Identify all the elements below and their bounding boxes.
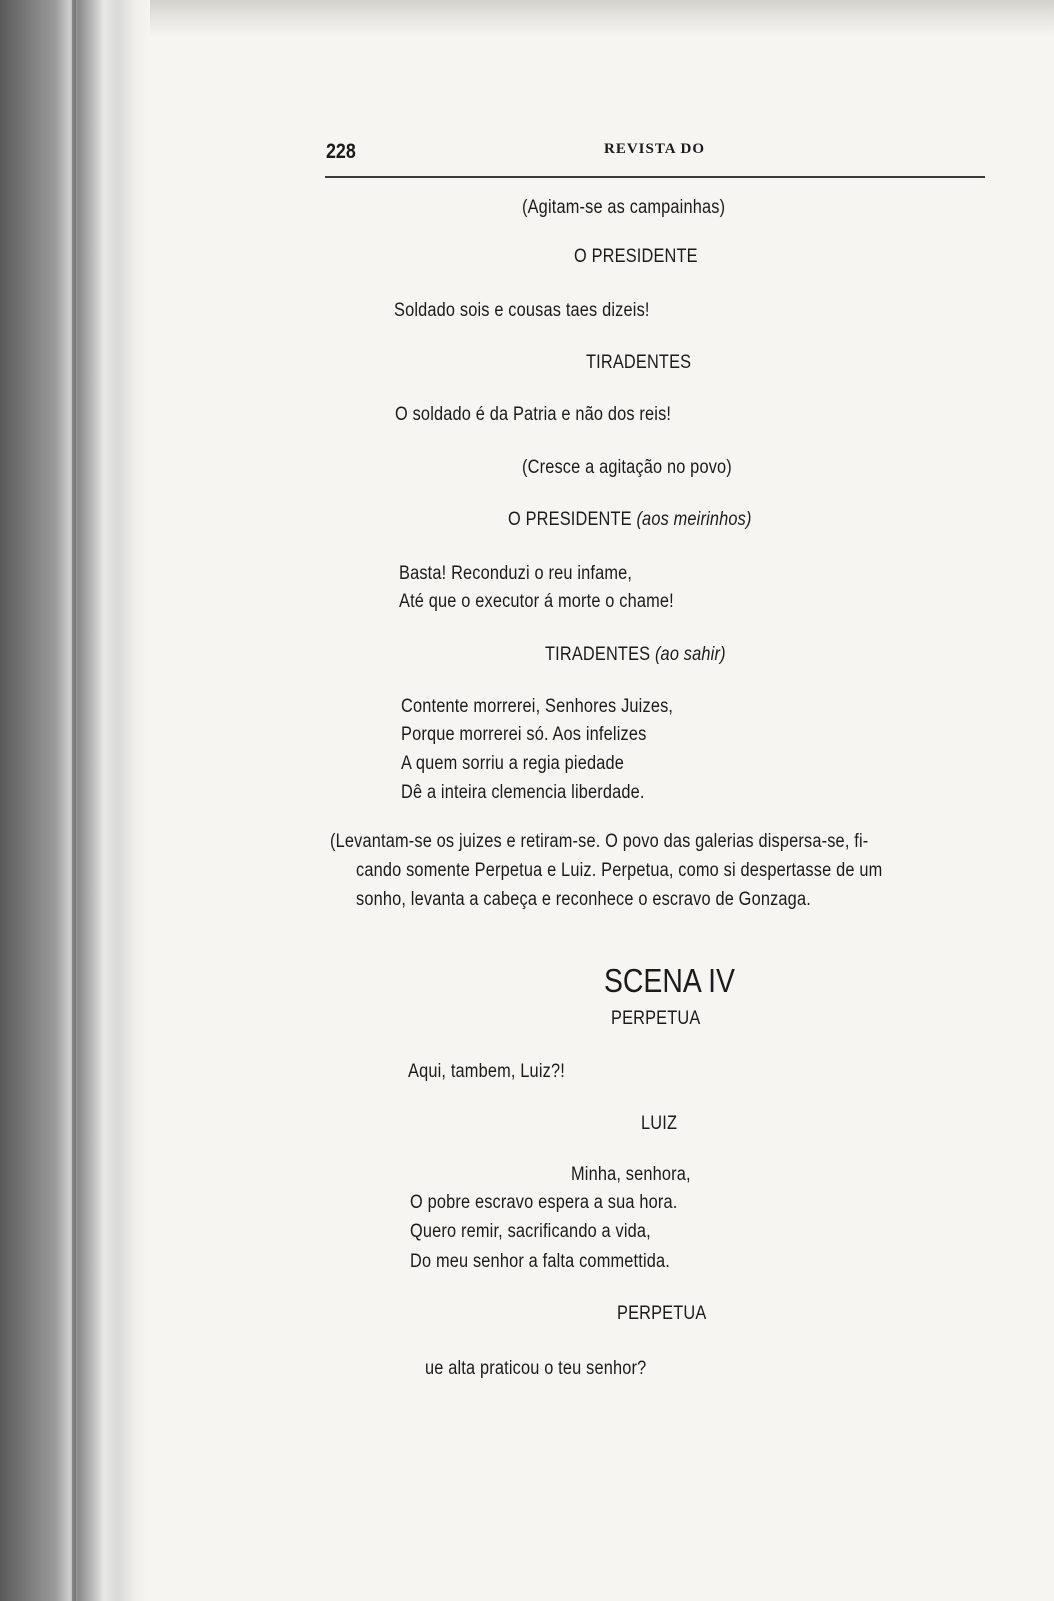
verse-line: Do meu senhor a falta commettida. xyxy=(410,1251,670,1272)
speaker-line xyxy=(508,509,752,531)
verse-line: O pobre escravo espera a sua hora. xyxy=(410,1192,678,1213)
stage-direction: (Cresce a agitação no povo) xyxy=(522,457,732,478)
verse-line: Porque morrerei só. Aos infelizes xyxy=(401,724,647,745)
speaker-name: TIRADENTES xyxy=(545,644,651,665)
speaker-name: PERPETUA xyxy=(611,1008,701,1029)
verse-line: Até que o executor á morte o chame! xyxy=(399,591,674,612)
stage-direction: (Agitam-se as campainhas) xyxy=(522,197,726,218)
verse-line: Aqui, tambem, Luiz?! xyxy=(408,1061,565,1082)
running-title: REVISTA DO xyxy=(604,141,705,157)
verse-line: Soldado sois e cousas taes dizeis! xyxy=(394,300,650,321)
stage-direction: (aos meirinhos) xyxy=(636,509,752,530)
verse-line: ue alta praticou o teu senhor? xyxy=(425,1358,647,1379)
verse-line: Contente morrerei, Senhores Juizes, xyxy=(401,696,674,717)
stage-direction: (Levantam-se os juizes e retiram-se. O povo das galerias dispersa-se, fi- xyxy=(330,831,869,852)
stage-direction: cando somente Perpetua e Luiz. Perpetua, como si despertasse de um xyxy=(356,860,883,881)
speaker-name: TIRADENTES xyxy=(586,352,692,373)
verse-line: Basta! Reconduzi o reu infame, xyxy=(399,563,633,584)
verse-line: Quero remir, sacrificando a vida, xyxy=(410,1221,651,1242)
verse-line: O soldado é da Patria e não dos reis! xyxy=(395,404,672,425)
stage-direction: (ao sahir) xyxy=(654,644,726,665)
verse-line: Dê a inteira clemencia liberdade. xyxy=(401,782,645,803)
scene-heading: SCENA IV xyxy=(604,962,735,999)
speaker-name: LUIZ xyxy=(641,1113,678,1134)
speaker-line xyxy=(545,644,726,666)
header-rule xyxy=(325,176,985,178)
verse-line: Minha, senhora, xyxy=(571,1164,691,1185)
verse-line: A quem sorriu a regia piedade xyxy=(401,753,624,774)
speaker-name: O PRESIDENTE xyxy=(508,509,632,530)
stage-direction: sonho, levanta a cabeça e reconhece o escravo de Gonzaga. xyxy=(356,889,811,910)
page-number: 228 xyxy=(326,140,356,163)
speaker-name: O PRESIDENTE xyxy=(574,246,698,267)
speaker-name: PERPETUA xyxy=(617,1303,707,1324)
